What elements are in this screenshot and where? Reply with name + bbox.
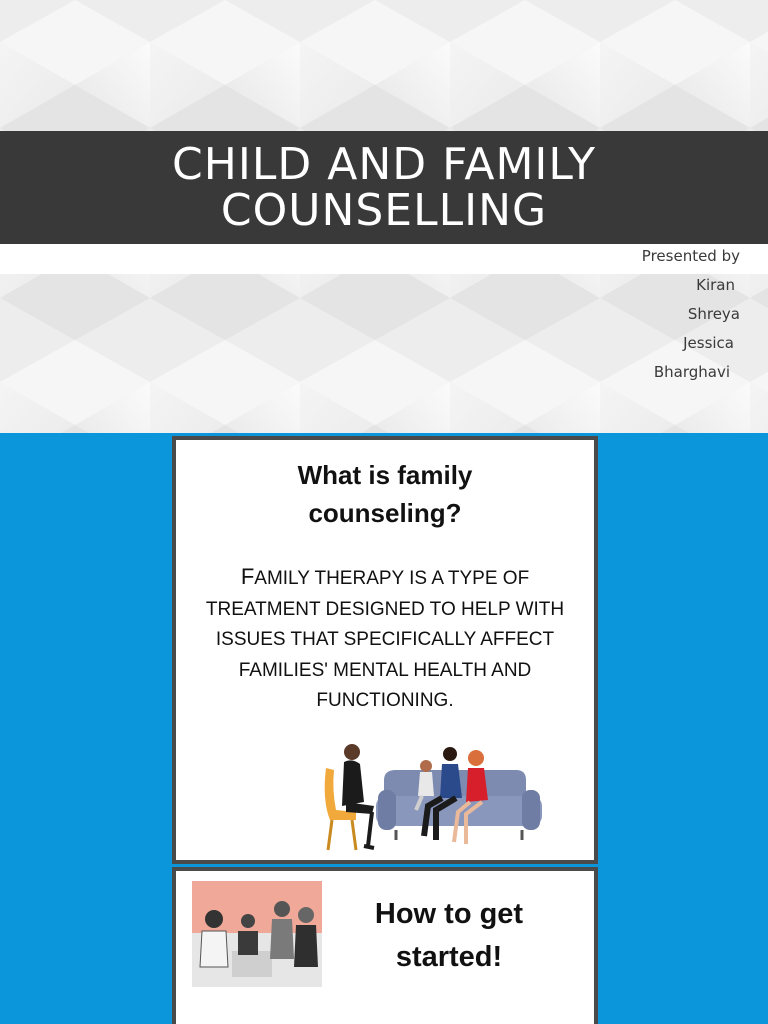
definition-rest: AMILY THERAPY IS A TYPE OF TREATMENT DESIGNED TO HELP WITH ISSUES THAT SPECIFICALLY AFFECT FAMILIES' MENTAL HEALTH AND FUNCTIONING. [205,568,565,711]
title-band [0,131,768,244]
presenter-name: Jessica [683,334,734,352]
heading-line: counseling? [308,498,462,528]
info-slide [0,433,768,1024]
heading-line: started! [395,941,503,973]
card-heading [344,893,554,979]
title-slide [0,0,768,433]
presented-by-label: Presented by [641,247,740,265]
heading-line: What is family [297,460,473,490]
presenter-name: Bharghavi [653,363,730,381]
how-to-get-started-card [172,867,598,1024]
definition-text [196,562,574,717]
presenter-name: Kiran [696,276,735,294]
drop-letter: F [240,564,255,589]
family-photo-icon [192,881,322,987]
heading-line: How to get [374,898,524,930]
slide-title: CHILD AND FAMILY COUNSELLING [172,138,596,236]
what-is-family-counseling-card [172,436,598,864]
presenter-name: Shreya [687,305,740,323]
card-heading [176,456,594,532]
therapy-session-illustration [316,740,556,855]
